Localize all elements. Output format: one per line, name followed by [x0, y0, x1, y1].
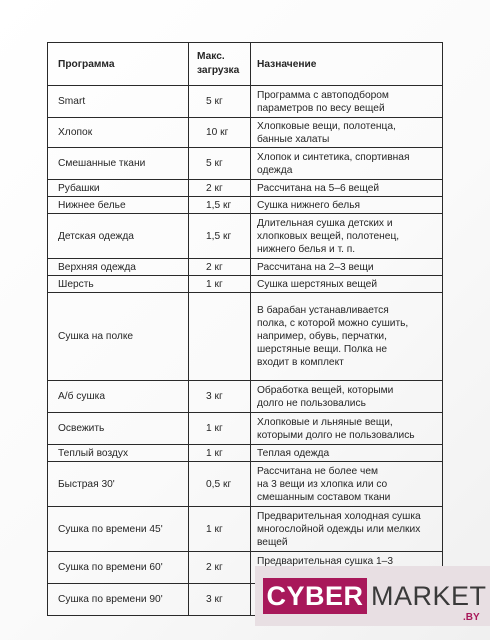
table-row [48, 259, 443, 276]
purpose-line: долго не пользовались [257, 397, 366, 409]
purpose-line: Хлопковые вещи, полотенца, [257, 120, 396, 132]
table-row [48, 293, 443, 381]
program-name-cell: Теплый воздух [48, 445, 189, 462]
header-max-load [189, 43, 251, 86]
program-name-cell: Сушка на полке [48, 293, 189, 381]
purpose-line: Предварительная сушка 1–3 [257, 555, 393, 567]
purpose-cell [251, 197, 443, 214]
program-name-cell: Рубашки [48, 180, 189, 197]
max-load-cell: 1 кг [189, 413, 251, 445]
program-name-cell: Шерсть [48, 276, 189, 293]
logo-market-text: MARKET [371, 581, 487, 611]
purpose-line: Программа с автоподбором [257, 89, 389, 101]
table-header-row [48, 43, 443, 86]
purpose-cell [251, 381, 443, 413]
max-load-cell: 1 кг [189, 507, 251, 552]
max-load-cell: 0,5 кг [189, 462, 251, 507]
max-load-cell: 1 кг [189, 276, 251, 293]
header-purpose: Назначение [251, 43, 443, 86]
table-row [48, 445, 443, 462]
purpose-line: нижнего белья и т. п. [257, 243, 356, 255]
purpose-line: Длительная сушка детских и [257, 217, 393, 229]
purpose-line: Сушка нижнего белья [257, 199, 361, 211]
purpose-line: Теплая одежда [257, 447, 330, 459]
purpose-line: Предварительная холодная сушка [257, 510, 421, 522]
purpose-line: Рассчитана на 5–6 вещей [257, 182, 380, 194]
drying-programs-table-container [47, 42, 442, 616]
purpose-line: Обработка вещей, которыми [257, 384, 394, 396]
purpose-cell [251, 148, 443, 180]
program-name-cell: Смешанные ткани [48, 148, 189, 180]
purpose-cell [251, 462, 443, 507]
purpose-cell [251, 276, 443, 293]
table-row [48, 413, 443, 445]
header-max-load-line2: загрузка [197, 65, 240, 76]
max-load-cell: 3 кг [189, 381, 251, 413]
max-load-cell: 2 кг [189, 552, 251, 584]
purpose-cell [251, 180, 443, 197]
table-row [48, 381, 443, 413]
max-load-cell: 5 кг [189, 86, 251, 118]
table-row [48, 462, 443, 507]
purpose-line: Хлопковые и льняные вещи, [257, 416, 393, 428]
purpose-line: параметров по весу вещей [257, 102, 385, 114]
purpose-line: полка, с которой можно сушить, [257, 318, 409, 329]
purpose-line: одежда [257, 164, 293, 176]
logo-cyber-text: CYBER [263, 578, 367, 614]
purpose-line: Рассчитана не более чем [257, 465, 379, 477]
purpose-cell [251, 118, 443, 148]
program-name-cell: Сушка по времени 60' [48, 552, 189, 584]
purpose-cell [251, 86, 443, 118]
table-row [48, 276, 443, 293]
program-name-cell: Быстрая 30' [48, 462, 189, 507]
purpose-line: шерстяные вещи. Полка не [257, 344, 388, 355]
max-load-cell: 1,5 кг [189, 214, 251, 259]
table-row [48, 197, 443, 214]
program-name-cell: Хлопок [48, 118, 189, 148]
purpose-cell [251, 259, 443, 276]
purpose-line: входит в комплект [257, 357, 344, 368]
program-name-cell: Детская одежда [48, 214, 189, 259]
purpose-cell [251, 214, 443, 259]
program-name-cell: Сушка по времени 45' [48, 507, 189, 552]
purpose-line: Сушка шерстяных вещей [257, 278, 378, 290]
purpose-cell [251, 507, 443, 552]
purpose-line: В барабан устанавливается [257, 305, 389, 316]
purpose-line: Рассчитана на 2–3 вещи [257, 261, 374, 273]
max-load-cell: 10 кг [189, 118, 251, 148]
max-load-cell: 2 кг [189, 180, 251, 197]
program-name-cell: А/б сушка [48, 381, 189, 413]
table-row [48, 507, 443, 552]
program-name-cell: Верхняя одежда [48, 259, 189, 276]
purpose-line: на 3 вещи из хлопка или со [257, 478, 388, 490]
purpose-line: многослойной одежды или мелких [257, 523, 421, 535]
purpose-line: Хлопок и синтетика, спортивная [257, 151, 410, 163]
max-load-cell [189, 293, 251, 381]
table-row [48, 180, 443, 197]
drying-programs-table [47, 42, 443, 616]
purpose-line: вещей [257, 536, 288, 548]
table-row [48, 118, 443, 148]
table-row [48, 148, 443, 180]
purpose-cell [251, 293, 443, 381]
purpose-line: хлопковых вещей, полотенец, [257, 230, 400, 242]
max-load-cell: 3 кг [189, 584, 251, 616]
max-load-cell: 2 кг [189, 259, 251, 276]
max-load-cell: 1 кг [189, 445, 251, 462]
max-load-cell: 1,5 кг [189, 197, 251, 214]
program-name-cell: Освежить [48, 413, 189, 445]
header-program: Программа [48, 43, 189, 86]
program-name-cell: Smart [48, 86, 189, 118]
cybermarket-logo [255, 566, 490, 626]
table-row [48, 214, 443, 259]
purpose-line: смешанным составом ткани [257, 491, 391, 503]
max-load-cell: 5 кг [189, 148, 251, 180]
purpose-cell [251, 445, 443, 462]
program-name-cell: Нижнее белье [48, 197, 189, 214]
table-body [48, 86, 443, 616]
table-row [48, 86, 443, 118]
purpose-line: банные халаты [257, 133, 330, 145]
purpose-line: например, обувь, перчатки, [257, 331, 387, 342]
program-name-cell: Сушка по времени 90' [48, 584, 189, 616]
header-max-load-line1: Макс. [197, 51, 225, 62]
purpose-line: которыми долго не пользовались [257, 429, 415, 441]
purpose-cell [251, 413, 443, 445]
logo-domain-suffix: .BY [463, 612, 480, 623]
